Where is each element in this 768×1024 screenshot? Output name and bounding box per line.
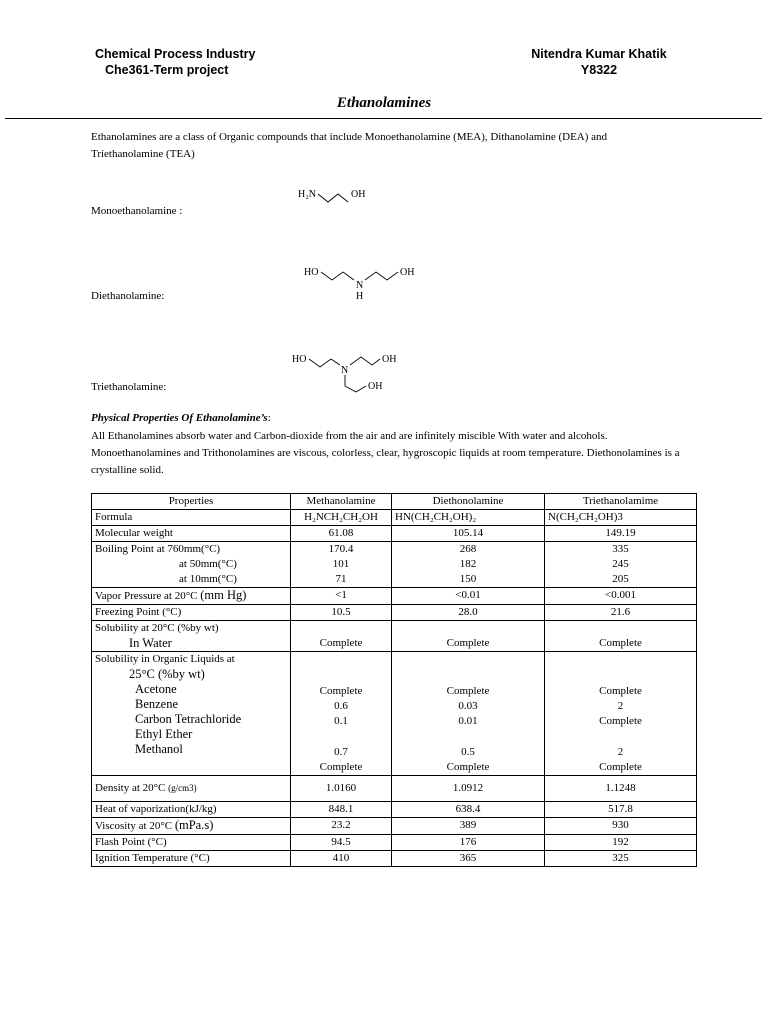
ign-tea: 325 [545,851,697,867]
sol-org-tea-methanol: Complete [599,761,642,773]
table-row-freezing-point [92,605,697,621]
spacer [294,652,388,668]
header-right [524,46,674,78]
bp-tea-50: 245 [612,558,629,570]
visc-label-cell [92,818,291,835]
bp-label-10: at 10mm(°C) [179,573,237,585]
spacer [294,729,388,745]
bp-dea-760: 268 [459,543,477,555]
mea-h2n-label: H₂N [298,189,316,200]
tea-n-label: N [341,365,349,376]
flash-label: Flash Point (°C) [92,835,291,851]
intro-paragraph: Ethanolamines are a class of Organic compounds that include Monoethanolamine (MEA), Dithanolamine (DEA) and Triethanolamine (TEA) [91,131,608,160]
tea-structure-diagram [290,346,410,396]
sol-org-dea-ccl4: 0.01 [458,715,478,727]
bp-mea-10: 71 [335,573,347,585]
sol-org-tea-benzene: 2 [617,700,624,712]
spacer [548,652,693,668]
spacer [294,668,388,684]
flash-mea: 94.5 [291,835,392,851]
table-row-vapor-pressure [92,588,697,605]
formula-dea: HN(CH₂CH₂OH)₂ [392,510,545,526]
visc-label: Viscosity at 20°C [95,820,173,832]
density-unit: (g/cm3) [168,783,197,793]
physical-properties-heading-text: Physical Properties Of Ethanolamine’s [91,412,268,424]
density-tea: 1.1248 [545,776,697,802]
fp-label: Freezing Point (°C) [92,605,291,621]
header-dea: Diethonolamine [392,494,545,510]
title-divider [5,118,762,119]
sol-org-dea-benzene: 0.03 [458,700,478,712]
bp-label-760: Boiling Point at 760mm(°C) [95,543,221,555]
fp-mea: 10.5 [291,605,392,621]
sol-org-dea [392,652,545,776]
sol-org-tea-acetone: Complete [599,685,642,697]
sol-org-dea-acetone: Complete [446,685,490,697]
vp-unit: (mm Hg) [200,588,247,602]
bp-mea-50: 101 [332,558,350,570]
tea-oh-top-label: OH [382,354,397,365]
sol-water-mea: Complete [291,621,392,652]
spacer [95,757,287,773]
hv-dea: 638.4 [392,802,545,818]
ign-mea: 410 [291,851,392,867]
visc-mea: 23.2 [291,818,392,835]
table-row-heat-vaporization [92,802,697,818]
sol-org-mea-benzene: 0.6 [334,700,348,712]
sol-water-labels [92,621,291,652]
solvent-acetone: Acetone [135,682,177,696]
course-title: Chemical Process Industry [95,47,256,61]
properties-table [91,493,697,867]
table-header-row [92,494,697,510]
dea-label: Diethanolamine: [91,290,165,302]
table-row-density [92,776,697,802]
solvent-methanol: Methanol [135,742,183,756]
mea-oh-label: OH [351,189,366,200]
mw-tea: 149.19 [545,526,697,542]
ign-dea: 365 [392,851,545,867]
project-title: Che361-Term project [105,63,229,77]
physical-properties-heading-colon: : [267,412,271,424]
sol-org-mea-acetone: Complete [319,685,363,697]
bp-dea-10: 150 [459,573,477,585]
solvent-benzene: Benzene [135,697,179,711]
dea-n-label: N [356,280,364,291]
sol-org-tea-ccl4: Complete [599,715,642,727]
vp-mea: <1 [291,588,392,605]
bp-label-50: at 50mm(°C) [179,558,237,570]
vp-label-cell [92,588,291,605]
flash-tea: 192 [545,835,697,851]
fp-tea: 21.6 [545,605,697,621]
dea-h-label: H [356,291,364,302]
dea-ho-label: HO [304,267,319,278]
physical-properties-heading [91,412,271,424]
vp-dea: <0.01 [392,588,545,605]
density-label: Density at 20°C [95,782,166,794]
sol-org-label2: 25°C (%by wt) [129,667,205,681]
spacer [548,668,693,684]
mea-structure-diagram [294,180,384,210]
header-left [95,46,255,78]
solvent-ethyl-ether: Ethyl Ether [135,727,193,741]
vp-tea: <0.001 [545,588,697,605]
bp-mea [291,542,392,588]
bp-tea [545,542,697,588]
roll-number: Y8322 [580,63,618,77]
hv-label: Heat of vaporization(kJ/kg) [92,802,291,818]
density-mea: 1.0160 [291,776,392,802]
dea-structure-diagram [302,258,422,304]
bp-tea-10: 205 [612,573,629,585]
sol-org-mea [291,652,392,776]
table-row-viscosity [92,818,697,835]
formula-mea: H₂NCH₂CH₂OH [291,510,392,526]
formula-tea: N(CH₂CH₂OH)3 [545,510,697,526]
sol-water-tea: Complete [545,621,697,652]
tea-label: Triethanolamine: [91,381,167,393]
sol-org-label: Solubility in Organic Liquids at [95,653,235,665]
sol-org-dea-ether: 0.5 [461,746,475,758]
spacer [395,668,541,684]
mea-label: Monoethanolamine : [91,205,183,217]
formula-label: Formula [92,510,291,526]
bp-dea [392,542,545,588]
bp-tea-760: 335 [612,543,629,555]
header-tea: Triethanolamime [545,494,697,510]
sol-water-label: Solubility at 20°C (%by wt) [95,622,219,634]
bp-dea-50: 182 [459,558,477,570]
physical-properties-paragraph: All Ethanolamines absorb water and Carbon-dioxide from the air and are infinitely miscible With water and alcohols. Monoethanolamines and Trithonolamines are viscous, colorless, clear, hygroscopic liquids at room temperature. Diethonolamines is a crystalline solid. [91,430,680,476]
document-title: Ethanolamines [336,95,432,111]
vp-label: Vapor Pressure at 20°C [95,590,198,602]
table-row-flash-point [92,835,697,851]
mw-label: Molecular weight [92,526,291,542]
sol-water-dea: Complete [392,621,545,652]
spacer [395,652,541,668]
solvent-carbon-tetrachloride: Carbon Tetrachloride [135,712,242,726]
ign-label: Ignition Temperature (°C) [92,851,291,867]
header-mea: Methanolamine [291,494,392,510]
bp-labels [92,542,291,588]
table-row-ignition-temperature [92,851,697,867]
table-row-formula [92,510,697,526]
sol-org-mea-ccl4: 0.1 [334,715,348,727]
sol-org-tea-ether: 2 [617,746,624,758]
author-name: Nitendra Kumar Khatik [531,47,667,61]
table-row-boiling-point [92,542,697,588]
hv-tea: 517.8 [545,802,697,818]
sol-org-dea-methanol: Complete [446,761,490,773]
bp-mea-760: 170.4 [328,543,354,555]
mw-dea: 105.14 [392,526,545,542]
spacer [548,729,693,745]
dea-oh-label: OH [400,267,415,278]
visc-tea: 930 [545,818,697,835]
sol-org-labels [92,652,291,776]
table-row-solubility-water [92,621,697,652]
density-dea: 1.0912 [392,776,545,802]
tea-ho-label: HO [292,354,307,365]
table-row-molecular-weight [92,526,697,542]
hv-mea: 848.1 [291,802,392,818]
sol-org-tea [545,652,697,776]
spacer [395,729,541,745]
density-label-cell [92,776,291,802]
visc-dea: 389 [392,818,545,835]
visc-unit: (mPa.s) [174,818,214,832]
sol-org-mea-methanol: Complete [319,761,363,773]
mw-mea: 61.08 [291,526,392,542]
sol-org-mea-ether: 0.7 [334,746,348,758]
sol-water-sub: In Water [129,636,172,650]
tea-oh-bottom-label: OH [368,381,383,392]
fp-dea: 28.0 [392,605,545,621]
header-properties: Properties [92,494,291,510]
flash-dea: 176 [392,835,545,851]
table-row-solubility-organic [92,652,697,776]
